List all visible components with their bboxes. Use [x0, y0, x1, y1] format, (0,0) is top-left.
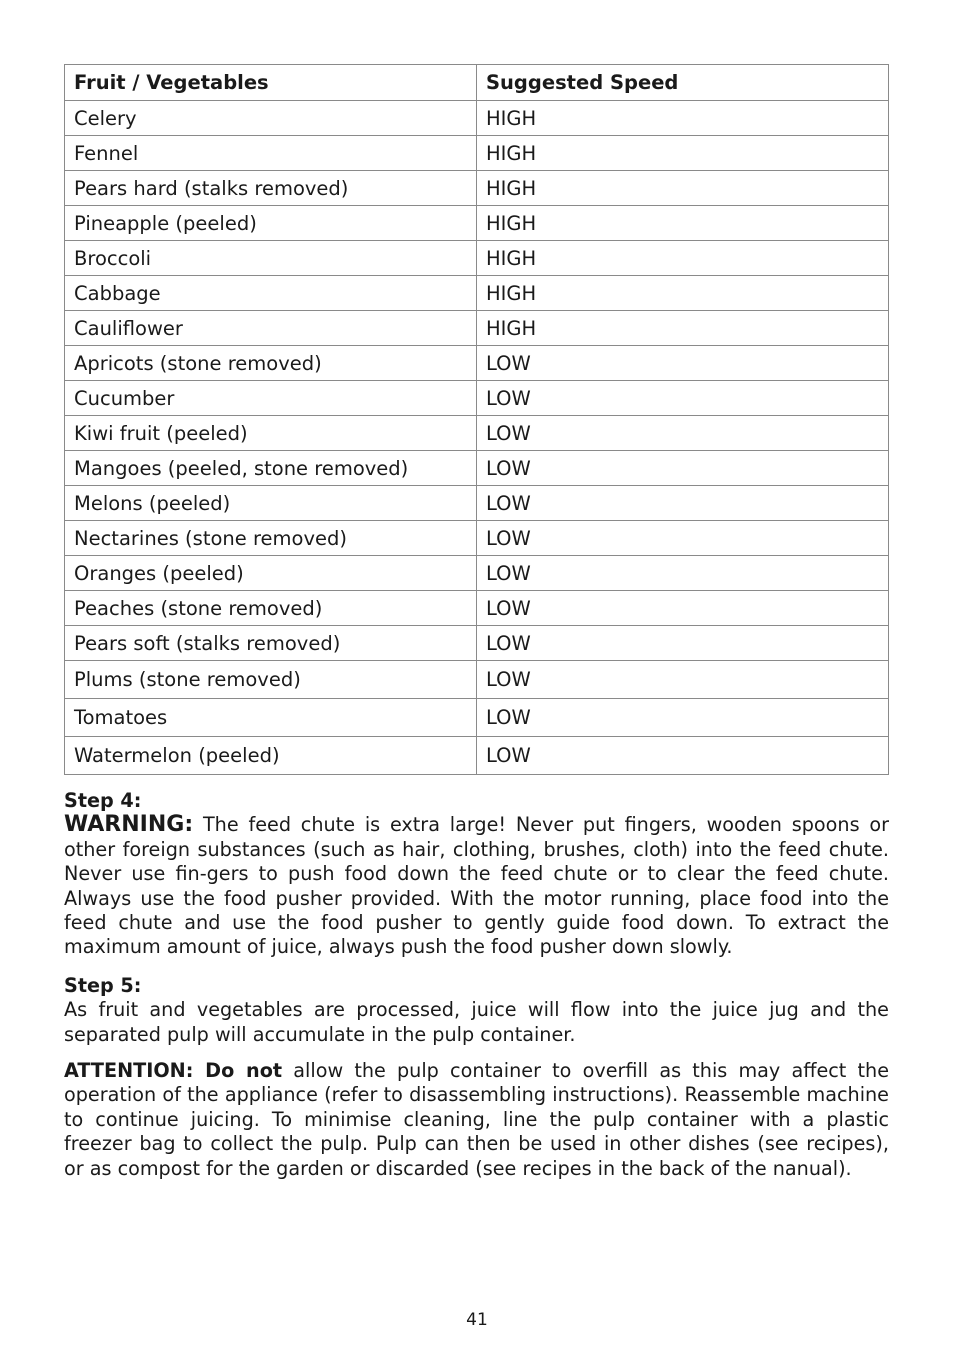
table-row: [65, 416, 889, 451]
produce-cell: Nectarines (stone removed): [65, 521, 477, 556]
speed-cell: LOW: [477, 556, 889, 591]
step-4-section: [64, 789, 889, 960]
table-row: [65, 136, 889, 171]
speed-cell: LOW: [477, 451, 889, 486]
table-row: [65, 101, 889, 136]
table-row: [65, 556, 889, 591]
speed-cell: LOW: [477, 699, 889, 737]
warning-label: WARNING:: [64, 812, 194, 838]
speed-cell: LOW: [477, 661, 889, 699]
page-number: 41: [466, 1310, 488, 1330]
table-row: [65, 737, 889, 775]
produce-cell: Pears hard (stalks removed): [65, 171, 477, 206]
produce-cell: Watermelon (peeled): [65, 737, 477, 775]
speed-cell: HIGH: [477, 206, 889, 241]
table-header-row: [65, 65, 889, 101]
table-body: [65, 101, 889, 775]
speed-cell: LOW: [477, 521, 889, 556]
produce-cell: Cabbage: [65, 276, 477, 311]
table-row: [65, 241, 889, 276]
step-5-section: [64, 974, 889, 1047]
table-row: [65, 486, 889, 521]
speed-cell: HIGH: [477, 171, 889, 206]
produce-cell: Melons (peeled): [65, 486, 477, 521]
speed-cell: HIGH: [477, 101, 889, 136]
attention-section: [64, 1059, 889, 1181]
produce-cell: Broccoli: [65, 241, 477, 276]
speed-cell: LOW: [477, 381, 889, 416]
step-5-heading: Step 5:: [64, 974, 142, 997]
produce-cell: Tomatoes: [65, 699, 477, 737]
header-suggested-speed: Suggested Speed: [477, 65, 889, 101]
table-row: [65, 381, 889, 416]
speed-cell: HIGH: [477, 311, 889, 346]
produce-cell: Mangoes (peeled, stone removed): [65, 451, 477, 486]
speed-cell: LOW: [477, 416, 889, 451]
produce-cell: Pineapple (peeled): [65, 206, 477, 241]
speed-table: [64, 64, 889, 775]
speed-cell: LOW: [477, 626, 889, 661]
header-fruit-vegetables: Fruit / Vegetables: [65, 65, 477, 101]
produce-cell: Kiwi fruit (peeled): [65, 416, 477, 451]
attention-label: ATTENTION: Do not: [64, 1059, 283, 1082]
produce-cell: Peaches (stone removed): [65, 591, 477, 626]
speed-cell: HIGH: [477, 136, 889, 171]
table-row: [65, 591, 889, 626]
speed-cell: LOW: [477, 591, 889, 626]
produce-cell: Cucumber: [65, 381, 477, 416]
speed-cell: LOW: [477, 346, 889, 381]
attention-text: allow the pulp container to overfill as this may affect the operation of the appliance (refer to disassembling instructions). Reassemble machine to continue juicing. To minimise cleaning, line the pulp container with a plastic freezer bag to collect the pulp. Pulp can then be used in other dishes (see recipes), or as compost for the garden or discarded (see recipes in the back of the nanual).: [64, 1059, 889, 1180]
produce-cell: Celery: [65, 101, 477, 136]
table-row: [65, 346, 889, 381]
table-row: [65, 521, 889, 556]
step-5-text: As fruit and vegetables are processed, juice will flow into the juice jug and the separated pulp will accumulate in the pulp container.: [64, 998, 889, 1046]
table-row: [65, 276, 889, 311]
table-row: [65, 311, 889, 346]
table-row: [65, 699, 889, 737]
table-row: [65, 171, 889, 206]
table-row: [65, 626, 889, 661]
produce-cell: Apricots (stone removed): [65, 346, 477, 381]
speed-cell: HIGH: [477, 241, 889, 276]
produce-cell: Cauliflower: [65, 311, 477, 346]
produce-cell: Fennel: [65, 136, 477, 171]
table-row: [65, 206, 889, 241]
step-4-heading: Step 4:: [64, 789, 142, 812]
produce-cell: Oranges (peeled): [65, 556, 477, 591]
table-row: [65, 451, 889, 486]
produce-cell: Plums (stone removed): [65, 661, 477, 699]
speed-cell: HIGH: [477, 276, 889, 311]
speed-table-container: [64, 64, 888, 775]
table-row: [65, 661, 889, 699]
step-4-text: The feed chute is extra large! Never put fingers, wooden spoons or other foreign substances (such as hair, clothing, brushes, cloth) into the feed chute. Never use fin-gers to push food down the feed chute or to clear the feed chute. Always use the food pusher provided. With the motor running, place food into the feed chute and use the food pusher to gently guide food down. To extract the maximum amount of juice, always push the food pusher down slowly.: [64, 813, 890, 959]
speed-cell: LOW: [477, 486, 889, 521]
produce-cell: Pears soft (stalks removed): [65, 626, 477, 661]
speed-cell: LOW: [477, 737, 889, 775]
